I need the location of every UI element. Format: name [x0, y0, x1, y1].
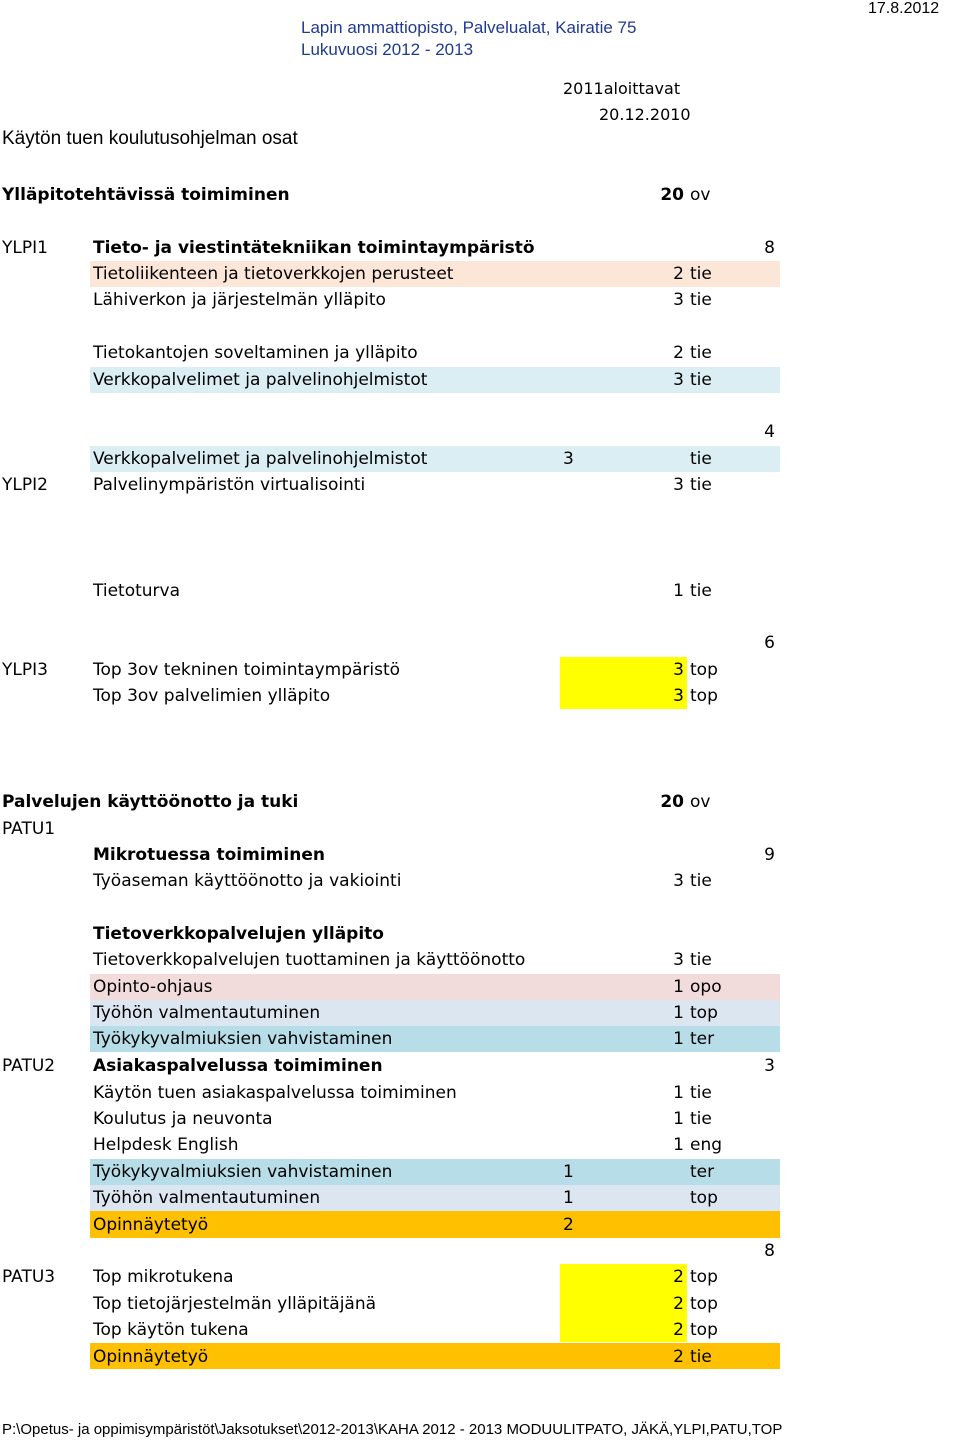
section-unit: ov	[690, 792, 711, 812]
course-name: Top mikrotukena	[93, 1267, 234, 1287]
course-type: ter	[690, 1029, 715, 1049]
course-type: top	[690, 1294, 718, 1314]
course-type: top	[690, 1003, 718, 1023]
course-credits: 3	[673, 370, 684, 390]
course-type: tie	[690, 950, 712, 970]
course-name: Opinnäytetyö	[93, 1215, 209, 1235]
module-total: 8	[764, 238, 775, 258]
course-type: eng	[690, 1135, 723, 1155]
course-name: Verkkopalvelimet ja palvelinohjelmistot	[93, 449, 428, 469]
course-credits: 3	[673, 950, 684, 970]
course-name: Työaseman käyttöönotto ja vakiointi	[93, 871, 402, 891]
course-credits: 2	[673, 264, 684, 284]
course-credits: 3	[563, 449, 574, 469]
module-total: 3	[764, 1056, 775, 1076]
section-title: Ylläpitotehtävissä toimiminen	[2, 185, 290, 205]
section-credits: 20	[660, 792, 684, 812]
course-type: tie	[690, 290, 712, 310]
module-code: PATU2	[2, 1056, 56, 1076]
course-name: Helpdesk English	[93, 1135, 239, 1155]
course-name: Palvelinympäristön virtualisointi	[93, 475, 366, 495]
course-type: tie	[690, 343, 712, 363]
course-credits: 2	[673, 1347, 684, 1367]
course-name: Top käytön tukena	[93, 1320, 249, 1340]
course-type: top	[690, 1320, 718, 1340]
course-credits: 1	[673, 1109, 684, 1129]
course-credits: 1	[673, 581, 684, 601]
course-type: tie	[690, 264, 712, 284]
cohort-date: 20.12.2010	[599, 105, 691, 124]
course-type: opo	[690, 977, 722, 997]
course-name: Top 3ov palvelimien ylläpito	[93, 686, 331, 706]
course-name: Verkkopalvelimet ja palvelinohjelmistot	[93, 370, 428, 390]
course-name: Tietoturva	[93, 581, 181, 601]
course-name: Tietoverkkopalvelujen tuottaminen ja käyttöönotto	[93, 950, 526, 970]
course-type: top	[690, 686, 718, 706]
module-code: YLPI1	[2, 238, 48, 258]
section-credits: 20	[660, 185, 684, 205]
program-title: Käytön tuen koulutusohjelman osat	[2, 128, 298, 149]
course-type: tie	[690, 370, 712, 390]
course-type: tie	[690, 581, 712, 601]
course-credits: 3	[673, 475, 684, 495]
course-name: Top tietojärjestelmän ylläpitäjänä	[93, 1294, 377, 1314]
course-credits: 1	[673, 1029, 684, 1049]
module-total: 6	[764, 633, 775, 653]
course-credits: 2	[673, 1294, 684, 1314]
module-total: 4	[764, 422, 775, 442]
course-type: top	[690, 660, 718, 680]
school-year: Lukuvuosi 2012 - 2013	[301, 40, 474, 59]
course-name: Lähiverkon ja järjestelmän ylläpito	[93, 290, 386, 310]
course-type: tie	[690, 1347, 712, 1367]
course-credits: 1	[673, 977, 684, 997]
course-credits: 1	[563, 1188, 574, 1208]
course-credits: 3	[673, 871, 684, 891]
course-name: Työhön valmentautuminen	[93, 1003, 321, 1023]
course-name: Opinnäytetyö	[93, 1347, 209, 1367]
course-credits: 1	[673, 1003, 684, 1023]
course-type: top	[690, 1267, 718, 1287]
course-credits: 1	[563, 1162, 574, 1182]
module-total: 8	[764, 1241, 775, 1261]
course-type: ter	[690, 1162, 715, 1182]
file-path-footer: P:\Opetus- ja oppimisympäristöt\Jaksotukset\2012-2013\KAHA 2012 - 2013 MODUULITPATO, JÄKÄ,YLPI,PATU,TOP	[2, 1421, 783, 1438]
course-credits: 1	[673, 1083, 684, 1103]
cohort-label: 2011aloittavat	[563, 79, 681, 98]
course-name: Työkykyvalmiuksien vahvistaminen	[93, 1029, 393, 1049]
module-code: YLPI2	[2, 475, 48, 495]
course-name: Opinto-ohjaus	[93, 977, 213, 997]
course-credits: 2	[673, 1267, 684, 1287]
section-title: Palvelujen käyttöönotto ja tuki	[2, 792, 299, 812]
course-type: top	[690, 1188, 718, 1208]
module-subtitle: Tietoverkkopalvelujen ylläpito	[93, 924, 384, 944]
course-name: Työkykyvalmiuksien vahvistaminen	[93, 1162, 393, 1182]
section-unit: ov	[690, 185, 711, 205]
course-credits: 2	[563, 1215, 574, 1235]
course-credits: 3	[673, 660, 684, 680]
course-name: Top 3ov tekninen toimintaympäristö	[93, 660, 401, 680]
course-type: tie	[690, 1109, 712, 1129]
module-code: PATU1	[2, 819, 56, 839]
course-name: Tietokantojen soveltaminen ja ylläpito	[93, 343, 418, 363]
module-title: Tieto- ja viestintätekniikan toimintaympäristö	[93, 238, 535, 258]
course-type: tie	[690, 871, 712, 891]
course-type: tie	[690, 1083, 712, 1103]
module-title: Asiakaspalvelussa toimiminen	[93, 1056, 383, 1076]
course-type: tie	[690, 475, 712, 495]
course-credits: 2	[673, 343, 684, 363]
course-name: Koulutus ja neuvonta	[93, 1109, 273, 1129]
course-name: Työhön valmentautuminen	[93, 1188, 321, 1208]
module-code: YLPI3	[2, 660, 48, 680]
course-credits: 1	[673, 1135, 684, 1155]
course-credits: 3	[673, 290, 684, 310]
course-credits: 2	[673, 1320, 684, 1340]
course-type: tie	[690, 449, 712, 469]
module-total: 9	[764, 845, 775, 865]
module-code: PATU3	[2, 1267, 56, 1287]
print-date: 17.8.2012	[868, 0, 940, 17]
course-credits: 3	[673, 686, 684, 706]
course-name: Käytön tuen asiakaspalvelussa toimiminen	[93, 1083, 457, 1103]
module-title: Mikrotuessa toimiminen	[93, 845, 325, 865]
course-name: Tietoliikenteen ja tietoverkkojen perusteet	[93, 264, 454, 284]
school-name: Lapin ammattiopisto, Palvelualat, Kairatie 75	[301, 18, 637, 37]
